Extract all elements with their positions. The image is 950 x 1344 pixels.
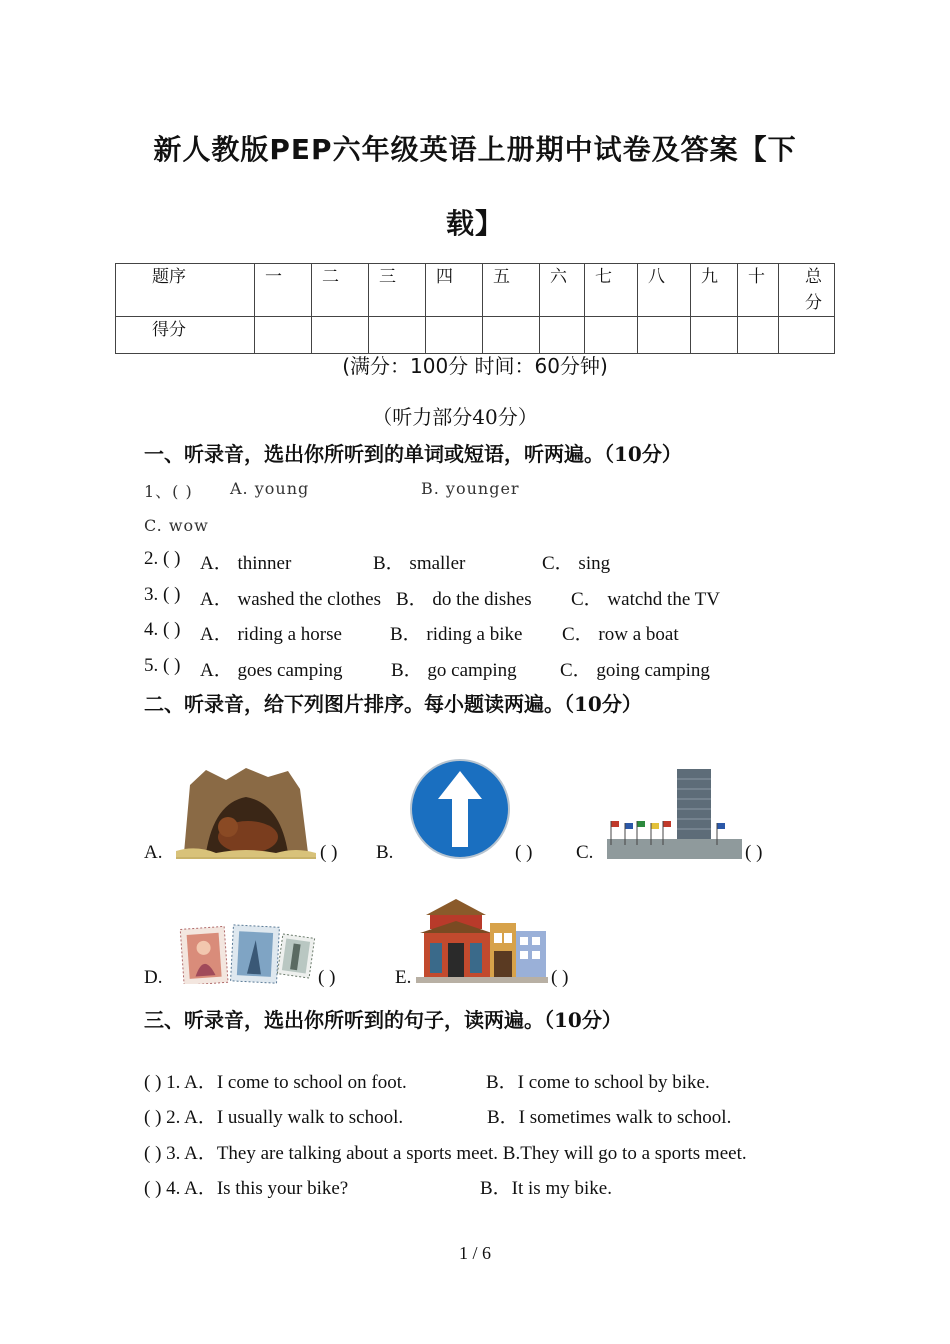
score-cell: 八 xyxy=(638,264,691,317)
picture-label-e: E. xyxy=(395,967,412,988)
q2-option-c: C． sing xyxy=(542,553,611,574)
q3-option-a: A． washed the clothes xyxy=(200,589,381,610)
chinese-shops-picture xyxy=(416,893,548,983)
score-table xyxy=(115,263,835,354)
s3-item3-options: ( ) 3. A．They are talking about a sports meet. B.They will go to a sports meet. xyxy=(144,1143,747,1164)
score-input-cell[interactable] xyxy=(779,317,835,354)
q5-option-c: C． going camping xyxy=(560,660,710,681)
score-input-cell[interactable] xyxy=(540,317,585,354)
q3-option-b: B． do the dishes xyxy=(396,589,532,610)
score-cell: 九 xyxy=(691,264,738,317)
score-input-cell[interactable] xyxy=(483,317,540,354)
score-input-cell[interactable] xyxy=(369,317,426,354)
stamps-picture xyxy=(178,922,316,984)
document-title-line2: 载】 xyxy=(445,207,504,240)
q1-number: 1、( ) xyxy=(144,482,193,501)
score-table-score-row xyxy=(116,317,835,354)
page-number: 1 / 6 xyxy=(458,1243,491,1263)
score-cell: 七 xyxy=(585,264,638,317)
q1-option-b: B. younger xyxy=(421,479,520,498)
answer-blank-e[interactable]: ( ) xyxy=(551,967,569,988)
q1-option-a: A. young xyxy=(230,479,310,498)
score-cell: 得分 xyxy=(116,317,255,354)
section2-heading: 二、听录音，给下列图片排序。每小题读两遍。（10分） xyxy=(144,692,642,716)
q2-option-a: A． thinner xyxy=(200,553,292,574)
score-input-cell[interactable] xyxy=(738,317,779,354)
score-input-cell[interactable] xyxy=(426,317,483,354)
q4-option-b: B． riding a bike xyxy=(390,624,523,645)
score-cell: 三 xyxy=(369,264,426,317)
q3-option-c: C． watchd the TV xyxy=(571,589,720,610)
score-cell: 题序 xyxy=(116,264,255,317)
s3-item2-option-a: ( ) 2. A．I usually walk to school. xyxy=(144,1107,404,1128)
s3-item4-option-a: ( ) 4. A．Is this your bike? xyxy=(144,1178,349,1199)
section1-heading: 一、听录音，选出你所听到的单词或短语，听两遍。（10分） xyxy=(144,442,682,466)
score-input-cell[interactable] xyxy=(255,317,312,354)
picture-label-d: D. xyxy=(144,967,163,988)
answer-blank-b[interactable]: ( ) xyxy=(515,842,533,863)
q5-option-a: A． goes camping xyxy=(200,660,343,681)
answer-blank-c[interactable]: ( ) xyxy=(745,842,763,863)
score-cell: 总分 xyxy=(779,264,835,317)
q4-number: 4. ( ) xyxy=(144,619,181,640)
score-cell: 四 xyxy=(426,264,483,317)
s3-item1-option-b: B．I come to school by bike. xyxy=(486,1072,710,1093)
q1-option-c: C. wow xyxy=(144,516,209,535)
bear-cave-picture xyxy=(176,765,316,859)
q2-option-b: B． smaller xyxy=(373,553,466,574)
score-input-cell[interactable] xyxy=(691,317,738,354)
q4-option-c: C． row a boat xyxy=(562,624,679,645)
up-arrow-sign-picture xyxy=(408,757,512,861)
score-cell: 二 xyxy=(312,264,369,317)
score-cell: 五 xyxy=(483,264,540,317)
score-input-cell[interactable] xyxy=(638,317,691,354)
answer-blank-d[interactable]: ( ) xyxy=(318,967,336,988)
q2-number: 2. ( ) xyxy=(144,548,181,569)
q4-option-a: A． riding a horse xyxy=(200,624,342,645)
q5-number: 5. ( ) xyxy=(144,655,181,676)
picture-label-c: C. xyxy=(576,842,594,863)
score-cell: 十 xyxy=(738,264,779,317)
score-table-header-row xyxy=(116,264,835,317)
picture-label-a: A. xyxy=(144,842,163,863)
score-cell: 一 xyxy=(255,264,312,317)
score-input-cell[interactable] xyxy=(585,317,638,354)
exam-info: (满分：100分 时间：60分钟) xyxy=(342,354,608,378)
answer-blank-a[interactable]: ( ) xyxy=(320,842,338,863)
q5-option-b: B． go camping xyxy=(391,660,517,681)
score-input-cell[interactable] xyxy=(312,317,369,354)
s3-item4-option-b: B．It is my bike. xyxy=(480,1178,612,1199)
un-building-picture xyxy=(607,767,742,859)
section3-heading: 三、听录音，选出你所听到的句子，读两遍。（10分） xyxy=(144,1008,622,1032)
score-cell: 六 xyxy=(540,264,585,317)
q3-number: 3. ( ) xyxy=(144,584,181,605)
document-title-line1: 新人教版PEP六年级英语上册期中试卷及答案【下 xyxy=(153,133,797,166)
picture-label-b: B. xyxy=(376,842,394,863)
s3-item2-option-b: B．I sometimes walk to school. xyxy=(487,1107,732,1128)
s3-item1-option-a: ( ) 1. A．I come to school on foot. xyxy=(144,1072,407,1093)
listening-part-label: （听力部分40分） xyxy=(372,405,538,429)
